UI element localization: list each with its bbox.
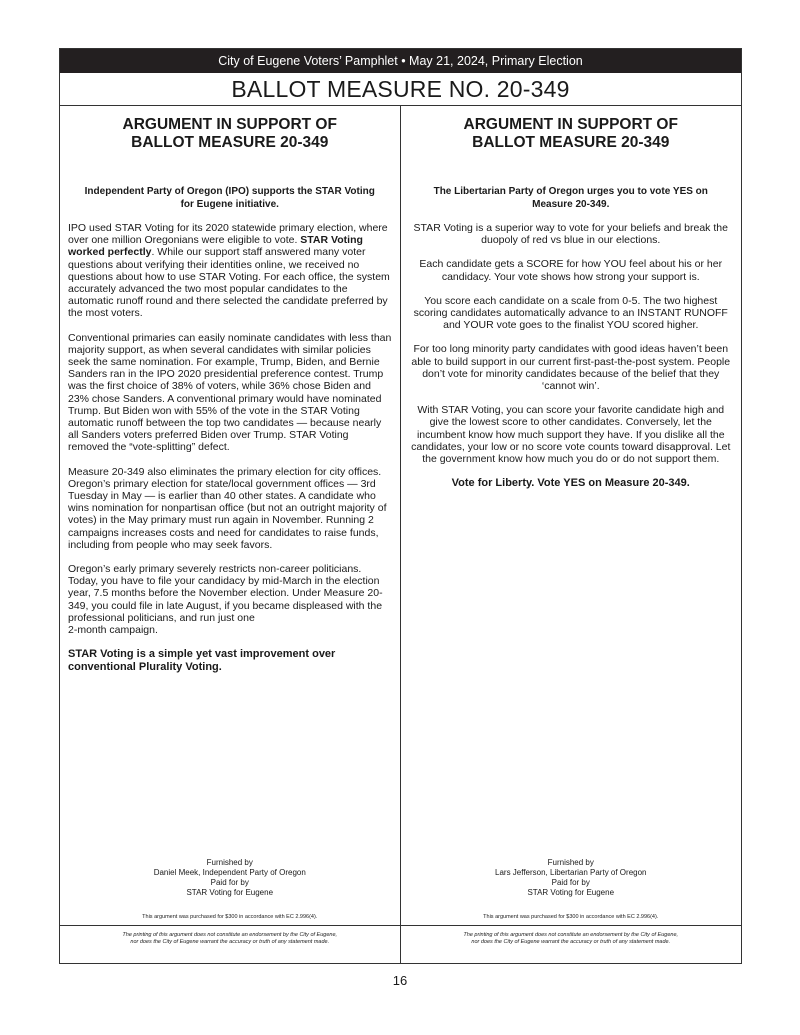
argument-paragraph: STAR Voting is a superior way to vote for your beliefs and break the duopoly of red vs blue in our elections. xyxy=(413,222,728,247)
paid-for-label: Paid for by xyxy=(210,878,249,887)
disclaimer-line: The printing of this argument does not constitute an endorsement by the City of Eugene, xyxy=(463,932,679,938)
argument-heading-line2: BALLOT MEASURE 20-349 xyxy=(472,134,670,151)
paragraph-text: IPO used STAR Voting for its 2020 statewide primary election, where over one million Oregonians were eligible to vote. xyxy=(68,222,388,247)
paragraph-text: . While our support staff answered many voter questions about verifying their identities online, we received no questions about how to use STAR Voting. For each office, the system accurately advanced the two most popular candidates to the automatic runoff round and there selected the candidate preferred by the most voters. xyxy=(68,246,390,320)
paid-for-name: STAR Voting for Eugene xyxy=(186,888,274,897)
argument-heading xyxy=(409,116,734,152)
argument-paragraph xyxy=(68,563,392,636)
furnished-by-label: Furnished by xyxy=(547,858,594,867)
argument-paragraph: You score each candidate on a scale from 0-5. The two highest scoring candidates automatically advance to an INSTANT RUNOFF and YOUR vote goes to the finalist YOU scored higher. xyxy=(413,294,728,332)
argument-column-right xyxy=(401,106,742,963)
furnished-by-name: Daniel Meek, Independent Party of Oregon xyxy=(153,868,306,877)
purchase-note: This argument was purchased for $300 in accordance with EC 2.996(4). xyxy=(483,914,659,920)
paid-for-name: STAR Voting for Eugene xyxy=(527,888,615,897)
argument-subheading: Independent Party of Oregon (IPO) supports the STAR Voting for Eugene initiative. xyxy=(84,186,375,210)
paragraph-bold-text: STAR Voting worked perfectly xyxy=(68,234,363,259)
furnished-by-label: Furnished by xyxy=(206,858,253,867)
argument-closing: STAR Voting is a simple yet vast improvement over conventional Plurality Voting. xyxy=(68,648,336,674)
pamphlet-page-frame xyxy=(59,48,742,964)
paragraph-text: 2-month campaign. xyxy=(68,624,158,637)
argument-body xyxy=(68,222,392,674)
paragraph-text: Oregon’s early primary severely restricts non-career politicians. Today, you have to file your candidacy by mid-March in the election year, 7.5 months before the November election. Under Measure 20-349, you could file in late August, if you became displeased with the professional politicians, and run just one xyxy=(68,563,383,624)
paid-for-label: Paid for by xyxy=(551,878,590,887)
argument-subheading: The Libertarian Party of Oregon urges you to vote YES on Measure 20-349. xyxy=(433,186,708,210)
argument-heading-line1: ARGUMENT IN SUPPORT OF xyxy=(463,116,678,133)
furnished-by-block xyxy=(60,858,400,898)
arguments-columns xyxy=(60,106,741,963)
argument-paragraph: Each candidate gets a SCORE for how YOU feel about his or her candidacy. Your vote shows how strong your support is. xyxy=(419,258,723,283)
measure-title: BALLOT MEASURE NO. 20-349 xyxy=(60,73,741,106)
disclaimer-line: nor does the City of Eugene warrant the accuracy or truth of any statement made. xyxy=(130,939,330,945)
page-number: 16 xyxy=(392,973,408,988)
argument-paragraph: With STAR Voting, you can score your favorite candidate high and give the lowest score to other candidates. Conversely, let the incumbent know how much support they have. If you dislike all the candidates, your low or no score vote counts toward disapproval. Let the government know how much you do or do not support them. xyxy=(411,404,731,466)
argument-column-left xyxy=(60,106,401,963)
argument-closing: Vote for Liberty. Vote YES on Measure 20-349. xyxy=(451,477,690,490)
disclaimer-line: The printing of this argument does not constitute an endorsement by the City of Eugene, xyxy=(122,932,338,938)
argument-paragraph: Measure 20-349 also eliminates the primary election for city offices. Oregon’s primary election for state/local government offices — 3rd Tuesday in May — is earlier than 40 other states. A candidate who wins nomination for nonpartisan office (but not an outright majority of votes) in the May primary must run again in November. Running 2 campaigns increases costs and need for candidates to raise funds, including from people who may seek favors. xyxy=(68,465,387,551)
disclaimer xyxy=(60,925,400,963)
furnished-by-block xyxy=(401,858,742,898)
argument-heading-line2: BALLOT MEASURE 20-349 xyxy=(131,134,329,151)
argument-paragraph: For too long minority party candidates with good ideas haven’t been able to build support in our current first-past-the-post system. People don’t vote for minority candidates because of the belief that they ‘cannot win’. xyxy=(411,343,731,393)
argument-paragraph: Conventional primaries can easily nominate candidates with less than majority support, as when several candidates with similar policies seek the same nomination. For example, Trump, Biden, and Bernie Sanders ran in the IPO 2020 presidential preference contest. Trump was the first choice of 38% of voters, while 36% chose Biden and 23% chose Sanders. A conventional primary would have nominated Trump. But Biden won with 55% of the vote in the STAR Voting automatic runoff between the top two candidates — because nearly all Sanders voters preferred Biden over Trump. STAR Voting removed the “vote-splitting” defect. xyxy=(68,331,392,454)
argument-body xyxy=(409,222,734,490)
pamphlet-header-bar: City of Eugene Voters’ Pamphlet • May 21, 2024, Primary Election xyxy=(60,49,741,73)
argument-heading xyxy=(68,116,392,152)
disclaimer-line: nor does the City of Eugene warrant the accuracy or truth of any statement made. xyxy=(471,939,671,945)
argument-heading-line1: ARGUMENT IN SUPPORT OF xyxy=(122,116,337,133)
argument-paragraph xyxy=(68,222,392,320)
purchase-note: This argument was purchased for $300 in accordance with EC 2.996(4). xyxy=(142,914,318,920)
furnished-by-name: Lars Jefferson, Libertarian Party of Oregon xyxy=(495,868,647,877)
disclaimer xyxy=(401,925,742,963)
